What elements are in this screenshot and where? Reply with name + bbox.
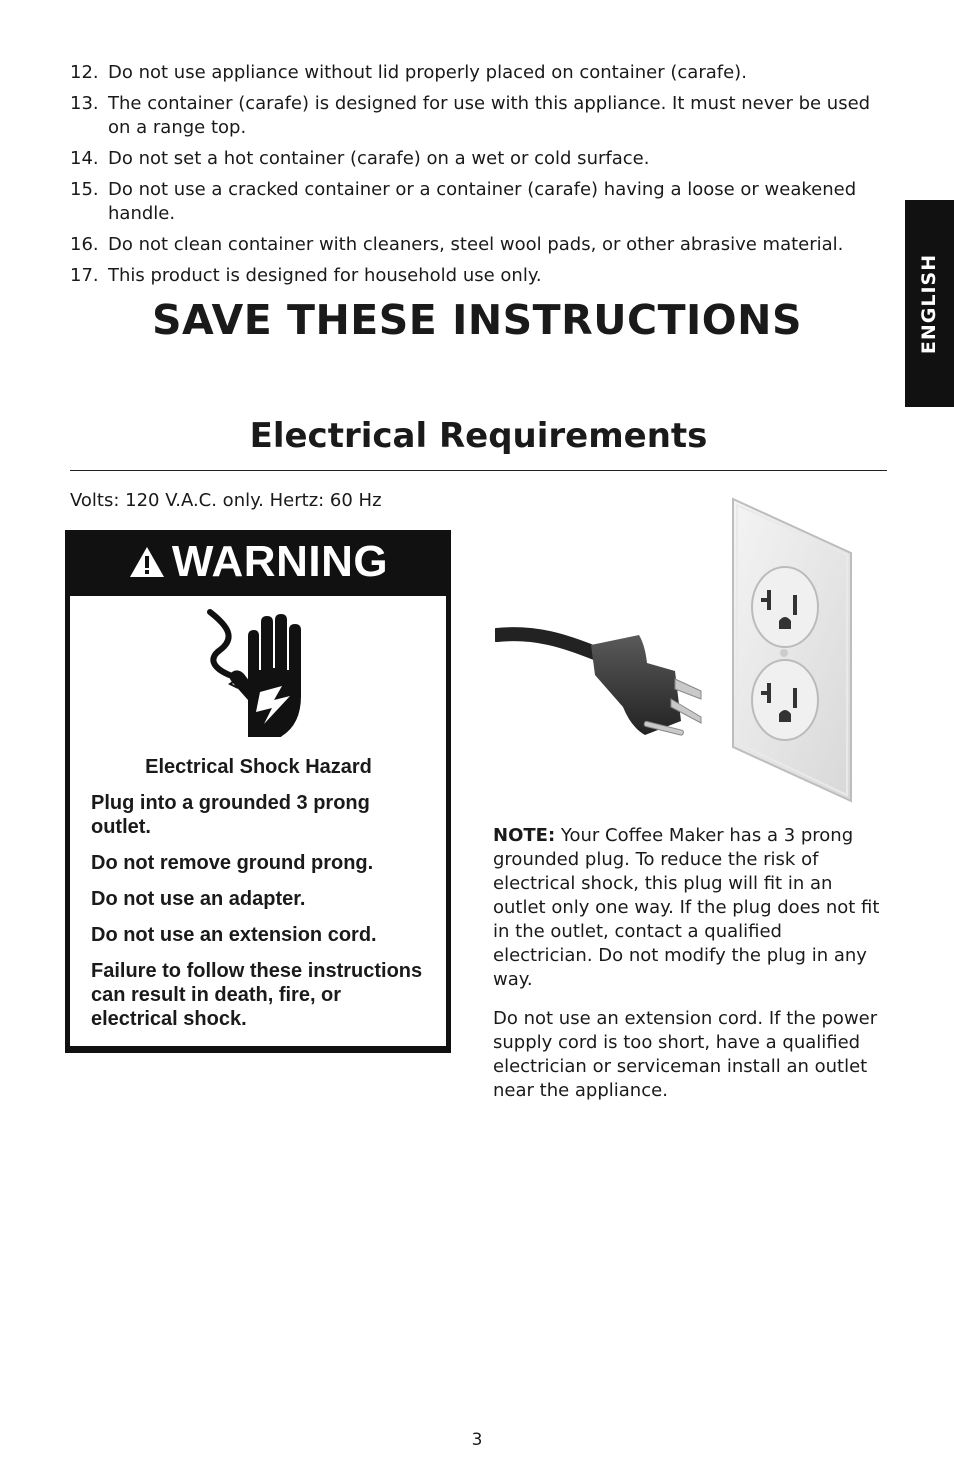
- item-text: Do not set a hot container (carafe) on a wet or cold surface.: [108, 148, 650, 169]
- warning-text-panel: [70, 737, 446, 1046]
- warning-line: Do not use an extension cord.: [91, 924, 377, 946]
- note-label: NOTE:: [493, 825, 556, 846]
- item-number: 13.: [70, 93, 99, 114]
- warning-title: WARNING: [171, 537, 389, 586]
- list-item: [70, 178, 890, 226]
- warning-header: [65, 530, 451, 594]
- item-text: The container (carafe) is designed for use with this appliance. It must never be used on a range top.: [108, 93, 871, 138]
- extension-cord-paragraph: Do not use an extension cord. If the power supply cord is too short, have a qualified electrician or serviceman install an outlet near the appliance.: [493, 1008, 878, 1101]
- list-item: [70, 92, 890, 140]
- warning-line: Failure to follow these instructions can result in death, fire, or electrical shock.: [91, 960, 423, 1030]
- three-prong-plug-outlet-illustration: [495, 495, 860, 805]
- warning-line: Plug into a grounded 3 prong outlet.: [91, 792, 370, 838]
- item-number: 17.: [70, 265, 99, 286]
- list-item: [70, 233, 890, 257]
- warning-triangle-icon: [128, 545, 166, 579]
- language-tab: [905, 200, 954, 407]
- warning-line: Do not use an adapter.: [91, 888, 306, 910]
- warning-line: Do not remove ground prong.: [91, 852, 374, 874]
- section-heading: Electrical Requirements: [249, 416, 708, 456]
- volts-spec: Volts: 120 V.A.C. only. Hertz: 60 Hz: [70, 490, 382, 511]
- note-text: Your Coffee Maker has a 3 prong grounded plug. To reduce the risk of electrical shock, this plug will fit in an outlet only one way. If the plug does not fit in the outlet, contact a qualified electrician. Do not modify the plug in any way.: [493, 825, 880, 990]
- note-paragraph: [493, 824, 883, 992]
- list-item: [70, 264, 890, 288]
- section-divider: [70, 470, 887, 471]
- language-tab-label: ENGLISH: [918, 253, 941, 354]
- save-instructions-heading: SAVE THESE INSTRUCTIONS: [151, 296, 803, 344]
- item-number: 12.: [70, 62, 99, 83]
- item-text: Do not clean container with cleaners, steel wool pads, or other abrasive material.: [108, 234, 844, 255]
- page-number: 3: [471, 1430, 483, 1450]
- item-number: 16.: [70, 234, 99, 255]
- item-number: 15.: [70, 179, 99, 200]
- safety-instruction-list: [70, 61, 890, 295]
- item-text: Do not use a cracked container or a container (carafe) having a loose or weakened handle.: [108, 179, 857, 224]
- list-item: [70, 61, 890, 85]
- item-number: 14.: [70, 148, 99, 169]
- list-item: [70, 147, 890, 171]
- item-text: This product is designed for household use only.: [108, 265, 542, 286]
- warning-box: [65, 530, 451, 1053]
- item-text: Do not use appliance without lid properly placed on container (carafe).: [108, 62, 747, 83]
- hazard-title: Electrical Shock Hazard: [145, 756, 372, 778]
